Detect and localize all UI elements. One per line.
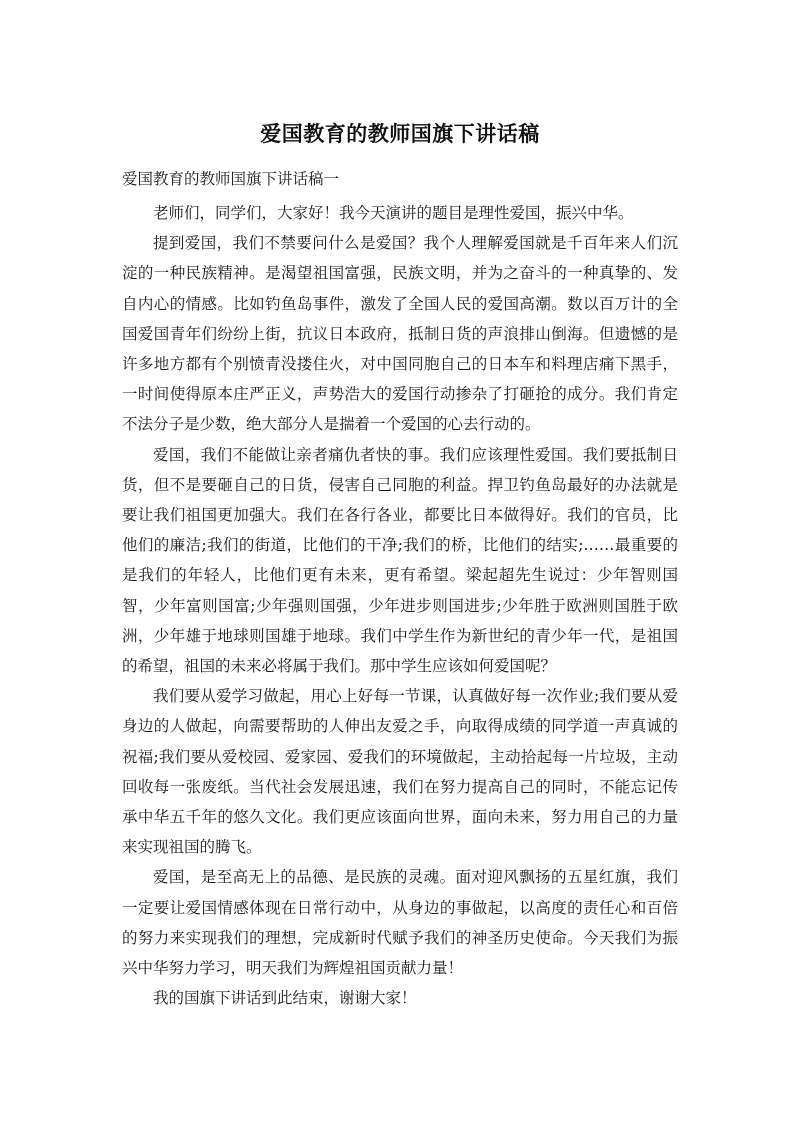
document-title: 爱国教育的教师国旗下讲话稿	[260, 122, 540, 146]
document-body	[122, 118, 678, 1013]
document-subtitle: 爱国教育的教师国旗下讲话稿一	[122, 170, 340, 188]
paragraph-national-spirit: 爱国，是至高无上的品德、是民族的灵魂。面对迎风飘扬的五星红旗，我们一定要让爱国情感体现在日常行动中，从身边的事做起，以高度的责任心和百倍的努力来实现我们的理想，完成新时代赋予我们的神圣历史使命。今天我们为振兴中华努力学习，明天我们为辉煌祖国贡献力量！	[122, 868, 678, 978]
paragraph-greeting: 老师们，同学们，大家好！我今天演讲的题目是理性爱国，振兴中华。	[153, 204, 634, 222]
paragraph-what-is-patriotism: 提到爱国，我们不禁要问什么是爱国？我个人理解爱国就是千百年来人们沉淀的一种民族精神。是渴望祖国富强，民族文明，并为之奋斗的一种真挚的、发自内心的情感。比如钓鱼岛事件，激发了全国人民的爱国高潮。数以百万计的全国爱国青年们纷纷上街，抗议日本政府，抵制日货的声浪排山倒海。但遗憾的是许多地方都有个别愤青没搂住火，对中国同胞自己的日本车和料理店痛下黑手，一时间使得原本庄严正义，声势浩大的爱国行动掺杂了打砸抢的成分。我们肯定不法分子是少数，绝大部分人是揣着一个爱国的心去行动的。	[122, 234, 678, 434]
paragraph-how-to-love-country: 我们要从爱学习做起，用心上好每一节课，认真做好每一次作业;我们要从爱身边的人做起，向需要帮助的人伸出友爱之手，向取得成绩的同学道一声真诚的祝福;我们要从爱校园、爱家园、爱我们的环境做起，主动拾起每一片垃圾，主动回收每一张废纸。当代社会发展迅速，我们在努力提高自己的同时，不能忘记传承中华五千年的悠久文化。我们更应该面向世界，面向未来，努力用自己的力量来实现祖国的腾飞。	[122, 687, 678, 857]
paragraph-closing: 我的国旗下讲话到此结束，谢谢大家！	[153, 989, 417, 1008]
paragraph-rational-patriotism: 爱国，我们不能做让亲者痛仇者快的事。我们应该理性爱国。我们要抵制日货，但不是要砸自己的日货，侵害自己同胞的利益。捍卫钓鱼岛最好的办法就是要让我们祖国更加强大。我们在各行各业，都要比日本做得好。我们的官员，比他们的廉洁;我们的街道，比他们的干净;我们的桥，比他们的结实;……最重要的是我们的年轻人，比他们更有未来，更有希望。梁起超先生说过：少年智则国智，少年富则国富;少年强则国强，少年进步则国进步;少年胜于欧洲则国胜于欧洲，少年雄于地球则国雄于地球。我们中学生作为新世纪的青少年一代，是祖国的希望，祖国的未来必将属于我们。那中学生应该如何爱国呢？	[122, 445, 678, 676]
